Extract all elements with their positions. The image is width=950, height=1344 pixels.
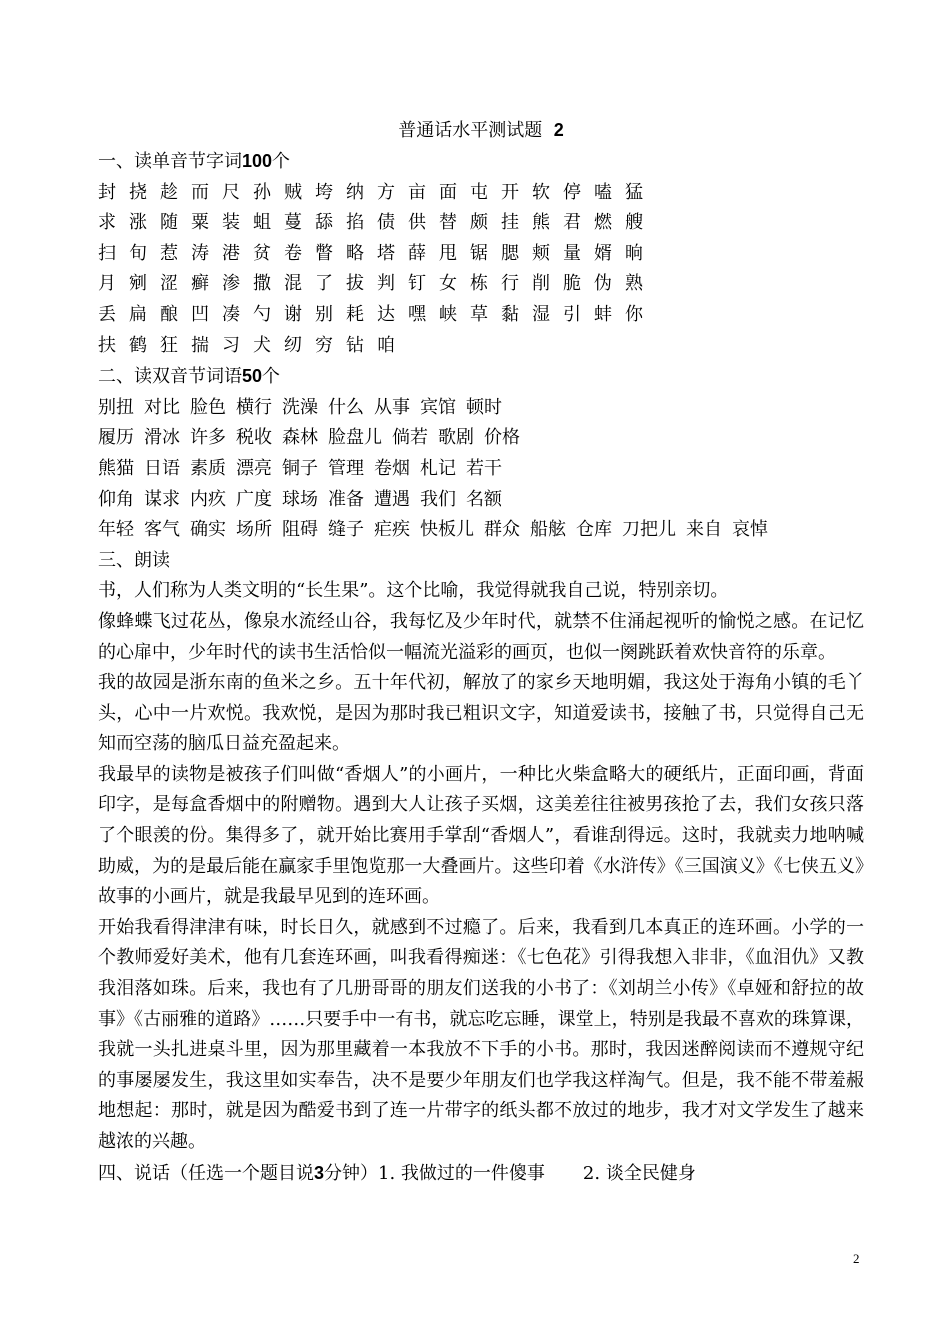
syllable-char: 甩 — [439, 242, 457, 264]
word-item: 若干 — [466, 457, 502, 479]
word-item: 名额 — [466, 488, 502, 510]
word-item: 横行 — [236, 396, 272, 418]
word-item: 快板儿 — [420, 519, 474, 541]
syllable-char: 癣 — [191, 273, 209, 295]
reading-paragraph-3: 我的故园是浙东南的鱼米之乡。五十年代初，解放了的家乡天地明媚，我这处于海角小镇的毛丫头，心中一片欢悦。我欢悦，是因为那时我已粗识文字，知道爱读书，接触了书，只觉得自己无知而空荡的脑瓜日益充盈起来。 — [98, 672, 864, 755]
reading-paragraph-4: 我最早的读物是被孩子们叫做“香烟人”的小画片，一种比火柴盒略大的硬纸片，正面印画，背面印字，是每盒香烟中的附赠物。遇到大人让孩子买烟，这美差往往被男孩抢了去，我们女孩只落了个眼羡的份。集得多了，就开始比赛用手掌刮“香烟人”，看谁刮得远。这时，我就卖力地呐喊助威，为的是最后能在赢家手里饱览那一大叠画片。这些印着《水浒传》《三国演义》《七侠五义》故事的小画片，就是我最早见到的连环画。 — [98, 763, 864, 908]
syllable-char: 涨 — [129, 212, 147, 234]
syllable-char: 草 — [470, 303, 488, 325]
syllable-char: 耗 — [346, 303, 364, 325]
syllable-char: 嘿 — [408, 303, 426, 325]
syllable-char: 装 — [222, 212, 240, 234]
word-item: 森林 — [282, 427, 318, 449]
syllable-char: 凹 — [191, 303, 209, 325]
syllable-char: 了 — [315, 273, 333, 295]
syllable-char: 旬 — [129, 242, 147, 264]
syllable-char: 债 — [377, 212, 395, 234]
word-row — [98, 423, 864, 454]
section-2-heading — [98, 361, 864, 393]
syllable-char: 你 — [625, 303, 643, 325]
syllable-char: 钻 — [346, 334, 364, 356]
syllable-char: 犬 — [253, 334, 271, 356]
syllable-char: 掐 — [346, 212, 364, 234]
word-item: 内疚 — [190, 488, 226, 510]
syllable-char: 塔 — [377, 242, 395, 264]
syllable-char: 腮 — [501, 242, 519, 264]
char-row — [98, 300, 864, 331]
syllable-char: 卷 — [284, 242, 302, 264]
syllable-char: 蚌 — [594, 303, 612, 325]
syllable-char: 贼 — [284, 181, 302, 203]
word-item: 缝子 — [328, 519, 364, 541]
section-4-heading — [98, 1158, 864, 1190]
word-row — [98, 515, 864, 546]
word-item: 年轻 — [98, 519, 134, 541]
word-item: 对比 — [144, 396, 180, 418]
syllable-char: 判 — [377, 273, 395, 295]
syllable-char: 面 — [439, 181, 457, 203]
syllable-char: 求 — [98, 212, 116, 234]
char-row — [98, 269, 864, 300]
syllable-char: 晌 — [625, 242, 643, 264]
speaking-topic-1: 1. 我做过的一件傻事 — [378, 1162, 545, 1184]
char-row — [98, 208, 864, 239]
syllable-char: 谢 — [284, 303, 302, 325]
char-row — [98, 331, 864, 362]
syllable-char: 垮 — [315, 181, 333, 203]
syllable-char: 挂 — [501, 212, 519, 234]
word-item: 素质 — [190, 457, 226, 479]
section-2-unit: 个 — [262, 366, 281, 388]
syllable-char: 黏 — [501, 303, 519, 325]
word-item: 船舷 — [530, 519, 566, 541]
word-item: 倘若 — [392, 427, 428, 449]
word-item: 我们 — [420, 488, 456, 510]
syllable-char: 伪 — [594, 273, 612, 295]
speaking-topic-2: 2. 谈全民健身 — [582, 1162, 696, 1184]
syllable-char: 蛆 — [253, 212, 271, 234]
syllable-char: 剜 — [129, 273, 147, 295]
syllable-char: 封 — [98, 181, 116, 203]
section-3-heading: 三、朗读 — [98, 549, 170, 571]
syllable-char: 扶 — [98, 334, 116, 356]
syllable-char: 开 — [501, 181, 519, 203]
word-item: 广度 — [236, 488, 272, 510]
document-title — [98, 115, 864, 146]
section-2-count: 50 — [242, 366, 263, 387]
word-item: 顿时 — [466, 396, 502, 418]
syllable-char: 扁 — [129, 303, 147, 325]
syllable-char: 峡 — [439, 303, 457, 325]
section-2-heading-text: 二、读双音节词语 — [98, 366, 242, 388]
syllable-char: 酿 — [160, 303, 178, 325]
section-1-heading — [98, 146, 864, 178]
char-row — [98, 178, 864, 209]
syllable-char: 屯 — [470, 181, 488, 203]
syllable-char: 锯 — [470, 242, 488, 264]
syllable-char: 艘 — [625, 212, 643, 234]
syllable-char: 勺 — [253, 303, 271, 325]
syllable-char: 钉 — [408, 273, 426, 295]
word-item: 仰角 — [98, 488, 134, 510]
word-item: 从事 — [374, 396, 410, 418]
syllable-char: 蔓 — [284, 212, 302, 234]
double-syllable-list — [98, 393, 864, 546]
syllable-char: 替 — [439, 212, 457, 234]
word-item: 场所 — [236, 519, 272, 541]
syllable-char: 婿 — [594, 242, 612, 264]
word-item: 歌剧 — [438, 427, 474, 449]
syllable-char: 颊 — [532, 242, 550, 264]
section-1-heading-text: 一、读单音节字词 — [98, 151, 242, 172]
syllable-char: 纳 — [346, 181, 364, 203]
word-item: 宾馆 — [420, 396, 456, 418]
word-item: 卷烟 — [374, 457, 410, 479]
word-item: 札记 — [420, 457, 456, 479]
word-row — [98, 485, 864, 516]
word-item: 洗澡 — [282, 396, 318, 418]
syllable-char: 削 — [532, 273, 550, 295]
char-row — [98, 239, 864, 270]
page-number: 2 — [853, 1251, 860, 1266]
syllable-char: 拔 — [346, 273, 364, 295]
word-item: 确实 — [190, 519, 226, 541]
syllable-char: 孙 — [253, 181, 271, 203]
syllable-char: 撒 — [253, 273, 271, 295]
syllable-char: 栋 — [470, 273, 488, 295]
section-4-heading-suffix: 分钟） — [324, 1162, 379, 1184]
word-item: 来自 — [686, 519, 722, 541]
word-item: 球场 — [282, 488, 318, 510]
syllable-char: 惹 — [160, 242, 178, 264]
syllable-char: 行 — [501, 273, 519, 295]
syllable-char: 别 — [315, 303, 333, 325]
syllable-char: 习 — [222, 334, 240, 356]
reading-paragraph-2: 像蜂蝶飞过花丛，像泉水流经山谷，我每忆及少年时代，就禁不住涌起视听的愉悦之感。在记忆的心扉中，少年时代的读书生活恰似一幅流光溢彩的画页，也似一阕跳跃着欢快音符的乐章。 — [98, 610, 864, 663]
syllable-char: 颇 — [470, 212, 488, 234]
syllable-char: 君 — [563, 212, 581, 234]
syllable-char: 脆 — [563, 273, 581, 295]
syllable-char: 猛 — [625, 181, 643, 203]
section-4-minutes: 3 — [314, 1162, 325, 1183]
syllable-char: 涛 — [191, 242, 209, 264]
word-item: 别扭 — [98, 396, 134, 418]
syllable-char: 引 — [563, 303, 581, 325]
word-item: 群众 — [484, 519, 520, 541]
syllable-char: 混 — [284, 273, 302, 295]
word-item: 遭遇 — [374, 488, 410, 510]
word-item: 熊猫 — [98, 457, 134, 479]
word-item: 哀悼 — [732, 519, 768, 541]
syllable-char: 趁 — [160, 181, 178, 203]
syllable-char: 亩 — [408, 181, 426, 203]
syllable-char: 嗑 — [594, 181, 612, 203]
syllable-char: 薛 — [408, 242, 426, 264]
word-item: 谋求 — [144, 488, 180, 510]
word-item: 税收 — [236, 427, 272, 449]
syllable-char: 鹤 — [129, 334, 147, 356]
syllable-char: 月 — [98, 273, 116, 295]
word-item: 铜子 — [282, 457, 318, 479]
syllable-char: 渗 — [222, 273, 240, 295]
syllable-char: 略 — [346, 242, 364, 264]
word-item: 准备 — [328, 488, 364, 510]
word-item: 漂亮 — [236, 457, 272, 479]
word-item: 许多 — [190, 427, 226, 449]
section-1-count: 100 — [242, 151, 273, 171]
syllable-char: 湿 — [532, 303, 550, 325]
word-item: 仓库 — [576, 519, 612, 541]
word-item: 什么 — [328, 396, 364, 418]
word-item: 客气 — [144, 519, 180, 541]
syllable-char: 粟 — [191, 212, 209, 234]
section-4-heading-text: 四、说话（任选一个题目说 — [98, 1162, 314, 1184]
syllable-char: 狂 — [160, 334, 178, 356]
word-item: 价格 — [484, 427, 520, 449]
title-number: 2 — [553, 120, 564, 140]
reading-paragraph-1: 书，人们称为人类文明的“长生果”。这个比喻，我觉得就我自己说，特别亲切。 — [98, 580, 729, 602]
syllable-char: 港 — [222, 242, 240, 264]
syllable-char: 挠 — [129, 181, 147, 203]
syllable-char: 达 — [377, 303, 395, 325]
syllable-char: 涩 — [160, 273, 178, 295]
syllable-char: 女 — [439, 273, 457, 295]
word-item: 疟疾 — [374, 519, 410, 541]
syllable-char: 瞥 — [315, 242, 333, 264]
word-item: 刀把儿 — [622, 519, 676, 541]
word-item: 滑冰 — [144, 427, 180, 449]
syllable-char: 方 — [377, 181, 395, 203]
syllable-char: 软 — [532, 181, 550, 203]
syllable-char: 咱 — [377, 334, 395, 356]
word-item: 日语 — [144, 457, 180, 479]
syllable-char: 量 — [563, 242, 581, 264]
syllable-char: 揣 — [191, 334, 209, 356]
word-row — [98, 393, 864, 424]
syllable-char: 供 — [408, 212, 426, 234]
section-1-unit: 个 — [272, 151, 291, 172]
word-item: 履历 — [98, 427, 134, 449]
title-text: 普通话水平测试题 — [398, 120, 543, 141]
word-item: 管理 — [328, 457, 364, 479]
syllable-char: 停 — [563, 181, 581, 203]
syllable-char: 熊 — [532, 212, 550, 234]
word-item: 脸色 — [190, 396, 226, 418]
syllable-char: 而 — [191, 181, 209, 203]
syllable-char: 燃 — [594, 212, 612, 234]
syllable-char: 凑 — [222, 303, 240, 325]
single-syllable-list — [98, 178, 864, 362]
word-row — [98, 454, 864, 485]
word-item: 脸盘儿 — [328, 427, 382, 449]
word-item: 阻碍 — [282, 519, 318, 541]
syllable-char: 随 — [160, 212, 178, 234]
reading-paragraph-5: 开始我看得津津有味，时长日久，就感到不过瘾了。后来，我看到几本真正的连环画。小学的一个教师爱好美术，他有几套连环画，叫我看得痴迷：《七色花》引得我想入非非，《血泪仇》又教我泪落如珠。后来，我也有了几册哥哥的朋友们送我的小书了：《刘胡兰小传》《卓娅和舒拉的故事》《古丽雅的道路》……只要手中一有书，就忘吃忘睡，课堂上，特别是我最不喜欢的珠算课，我就一头扎进桌斗里，因为那里藏着一本我放不下手的小书。那时，我因迷醉阅读而不遵规守纪的事屡屡发生，我这里如实奉告，决不是要少年朋友们也学我这样淘气。但是，我不能不带羞赧地想起：那时，就是因为酷爱书到了连一片带字的纸头都不放过的地步，我才对文学发生了越来越浓的兴趣。 — [98, 916, 864, 1152]
syllable-char: 纫 — [284, 334, 302, 356]
syllable-char: 穷 — [315, 334, 333, 356]
syllable-char: 尺 — [222, 181, 240, 203]
syllable-char: 扫 — [98, 242, 116, 264]
syllable-char: 舔 — [315, 212, 333, 234]
document-body — [98, 115, 864, 1189]
syllable-char: 熟 — [625, 273, 643, 295]
syllable-char: 丢 — [98, 303, 116, 325]
syllable-char: 贫 — [253, 242, 271, 264]
